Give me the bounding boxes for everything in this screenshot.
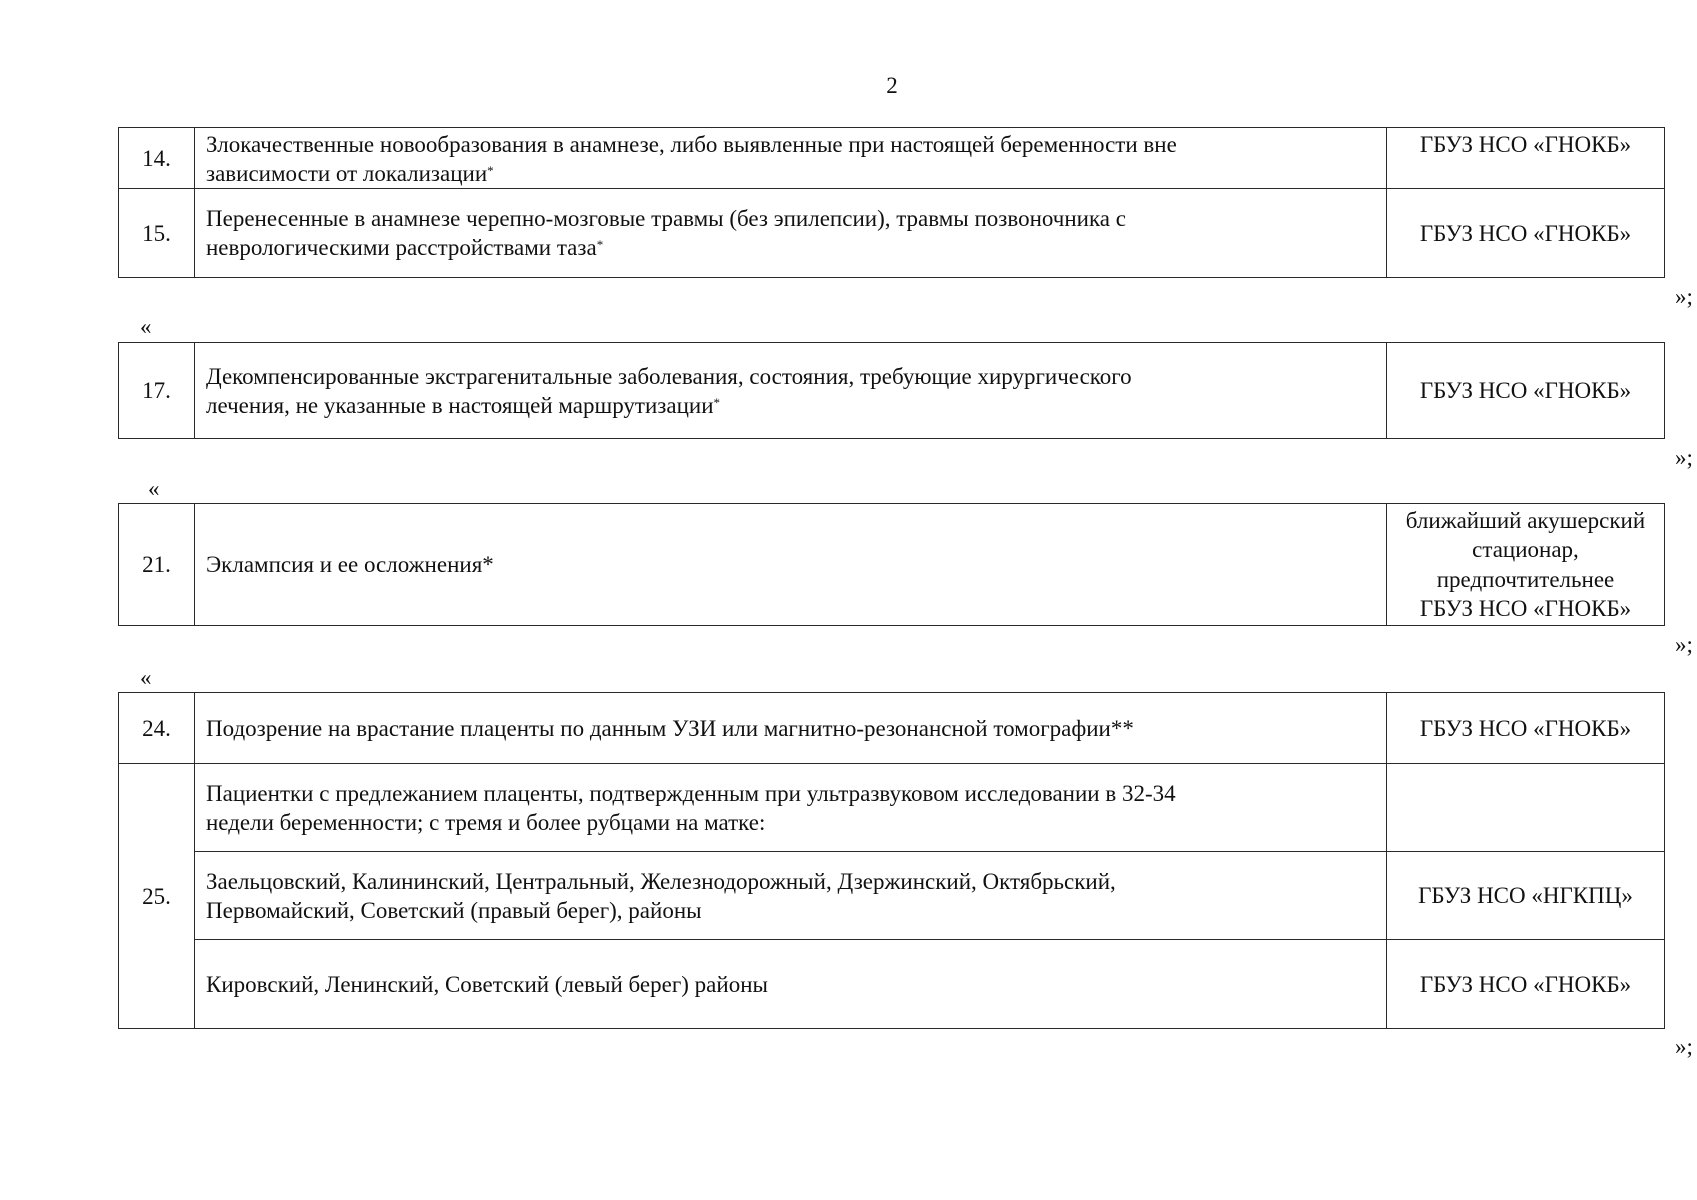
condition-text: неврологическими расстройствами таза <box>206 235 597 260</box>
footnote-mark: * <box>487 163 494 178</box>
condition-text-line: Злокачественные новообразования в анамнезе, либо выявленные при настоящей беременности вне <box>206 132 1177 157</box>
footnote-mark: * <box>596 237 604 252</box>
condition-text-line: Эклампсия и ее осложнения* <box>206 552 494 577</box>
condition-text-line: Пациентки с предлежанием плаценты, подтвержденным при ультразвуковом исследовании в 32-34 <box>206 780 1176 806</box>
table-subrow <box>119 940 1665 1029</box>
row-number: 15. <box>119 189 195 278</box>
condition-text-line <box>206 159 1378 188</box>
table-row <box>119 343 1665 439</box>
district-list-cell <box>195 940 1387 1029</box>
routing-table-fragment-3 <box>118 503 1665 626</box>
facility-cell <box>1387 343 1665 439</box>
facility-name-line: предпочтительнее <box>1436 566 1615 592</box>
opening-quote: « <box>140 665 152 690</box>
table-row <box>119 764 1665 852</box>
condition-text-line <box>206 391 1378 420</box>
facility-name: ГБУЗ НСО «ГНОКБ» <box>1419 378 1632 403</box>
condition-cell <box>195 504 1387 626</box>
closing-quote: »; <box>1675 632 1693 657</box>
condition-cell <box>195 693 1387 764</box>
row-number: 17. <box>119 343 195 439</box>
facility-name: ГБУЗ НСО «НГКПЦ» <box>1418 883 1633 908</box>
condition-text-line <box>206 233 1378 262</box>
row-number: 24. <box>119 693 195 764</box>
condition-text-line: недели беременности; с тремя и более рубцами на матке: <box>206 809 766 835</box>
closing-quote: »; <box>1675 445 1693 470</box>
routing-table-fragment-2 <box>118 342 1665 439</box>
condition-text-line: Подозрение на врастание плаценты по данным УЗИ или магнитно-резонансной томографии** <box>206 715 1134 741</box>
condition-cell <box>195 128 1387 189</box>
district-list-cell <box>195 852 1387 940</box>
table-row <box>119 128 1665 189</box>
condition-cell <box>195 189 1387 278</box>
row-number: 25. <box>119 764 195 1029</box>
facility-cell <box>1387 189 1665 278</box>
district-text-line: Первомайский, Советский (правый берег), районы <box>206 897 702 923</box>
facility-name: ГБУЗ НСО «ГНОКБ» <box>1419 132 1632 157</box>
condition-text: зависимости от локализации <box>206 161 488 186</box>
facility-cell-empty <box>1387 764 1665 852</box>
condition-text-line: Перенесенные в анамнезе черепно-мозговые травмы (без эпилепсии), травмы позвоночника с <box>206 206 1126 231</box>
page-number: 2 <box>886 73 898 98</box>
facility-cell <box>1387 504 1665 626</box>
facility-cell <box>1387 693 1665 764</box>
opening-quote: « <box>148 476 160 501</box>
condition-text-line: Декомпенсированные экстрагенитальные заболевания, состояния, требующие хирургического <box>206 363 1132 389</box>
facility-name: ГБУЗ НСО «ГНОКБ» <box>1419 971 1632 997</box>
condition-cell <box>195 764 1387 852</box>
row-number: 21. <box>119 504 195 626</box>
table-row <box>119 504 1665 626</box>
routing-table-fragment-1 <box>118 127 1665 278</box>
routing-table-fragment-4 <box>118 692 1665 1029</box>
facility-name-line: ГБУЗ НСО «ГНОКБ» <box>1419 596 1632 621</box>
facility-name-line: стационар, <box>1472 537 1579 562</box>
condition-text: лечения, не указанные в настоящей маршрутизации <box>206 392 714 418</box>
table-row <box>119 693 1665 764</box>
district-text-line: Заельцовский, Калининский, Центральный, Железнодорожный, Дзержинский, Октябрьский, <box>206 868 1116 894</box>
facility-name: ГБУЗ НСО «ГНОКБ» <box>1419 715 1632 741</box>
table-row <box>119 189 1665 278</box>
facility-cell <box>1387 940 1665 1029</box>
opening-quote: « <box>140 314 152 339</box>
table-subrow <box>119 852 1665 940</box>
facility-cell <box>1387 128 1665 189</box>
condition-cell <box>195 343 1387 439</box>
facility-name-line: ближайший акушерский <box>1405 507 1646 533</box>
footnote-mark: * <box>713 394 721 410</box>
closing-quote: »; <box>1675 1034 1693 1059</box>
district-text-line: Кировский, Ленинский, Советский (левый берег) районы <box>206 971 768 997</box>
facility-cell <box>1387 852 1665 940</box>
row-number: 14. <box>119 128 195 189</box>
facility-name: ГБУЗ НСО «ГНОКБ» <box>1419 220 1632 246</box>
closing-quote: »; <box>1675 284 1693 309</box>
